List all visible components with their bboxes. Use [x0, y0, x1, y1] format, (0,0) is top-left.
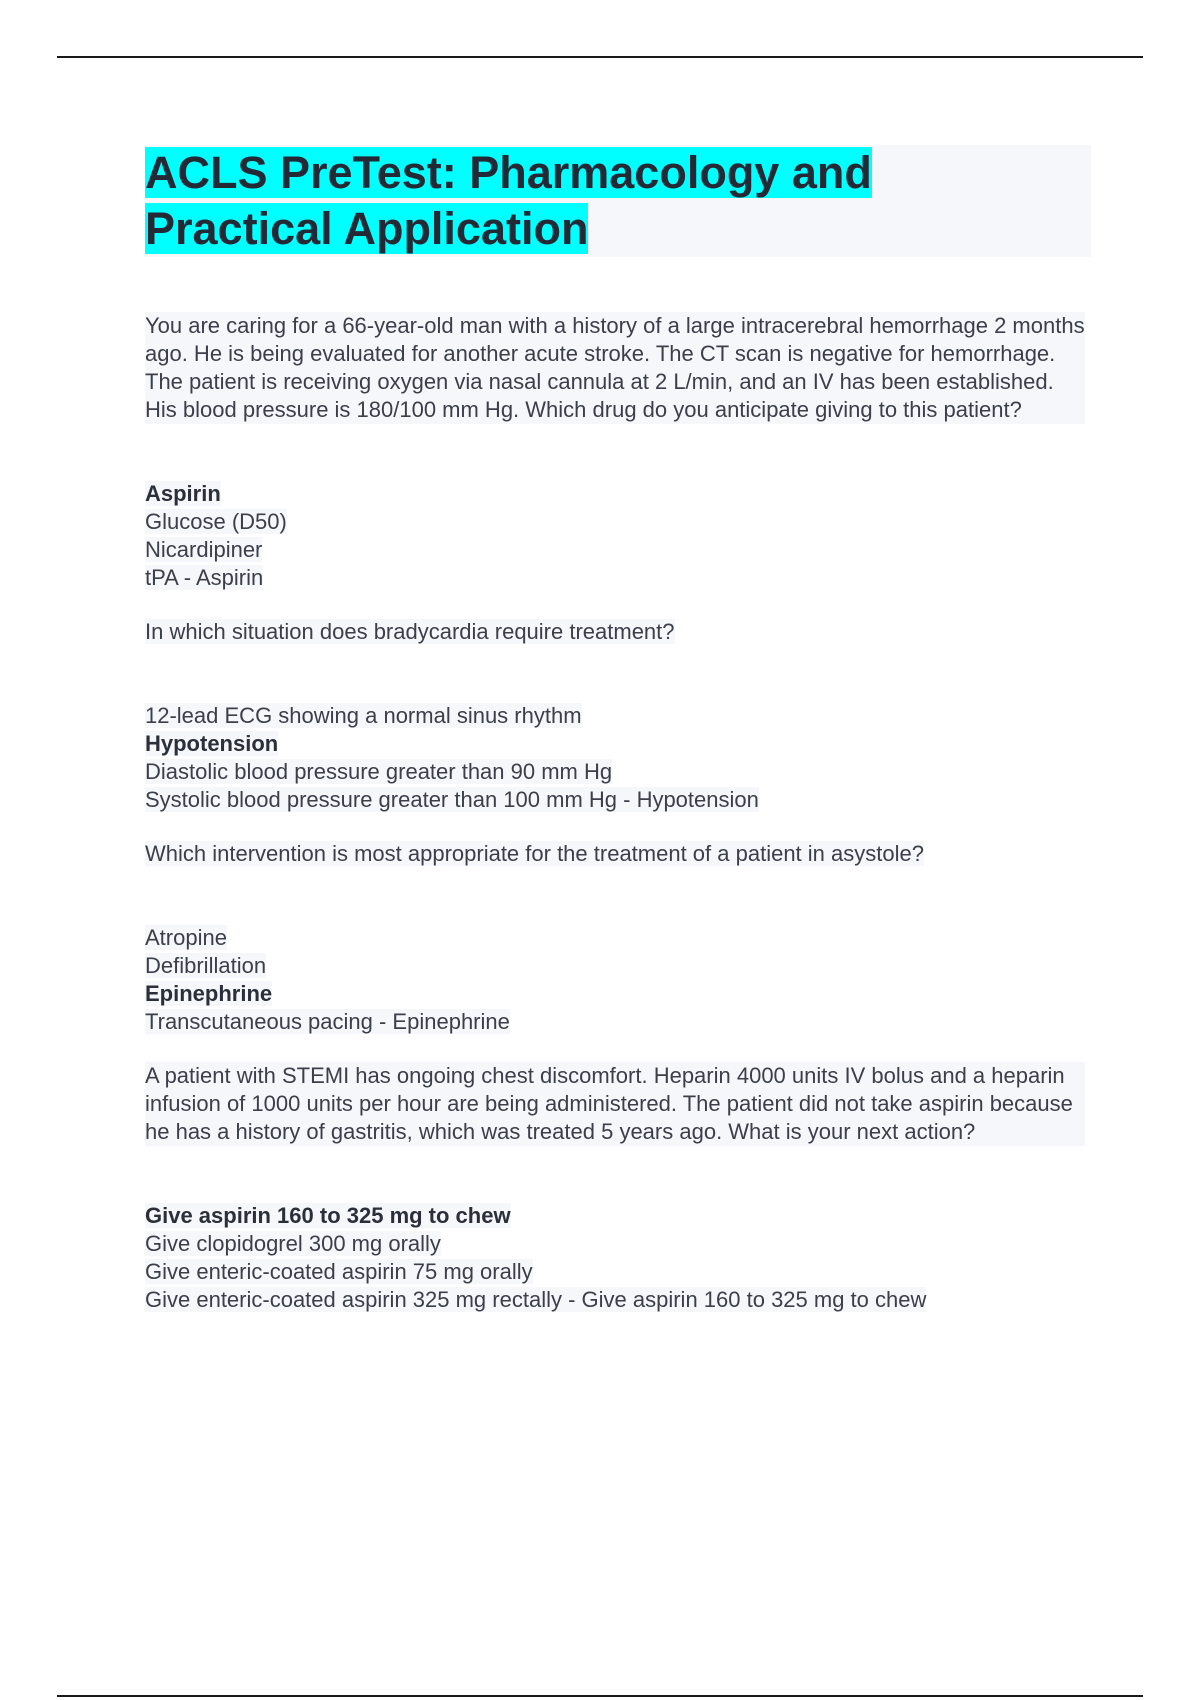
q1-option-1: Aspirin	[145, 481, 221, 506]
q2-option-3: Diastolic blood pressure greater than 90 mm Hg	[145, 759, 613, 784]
q4-option-4: Give enteric-coated aspirin 325 mg rectally - Give aspirin 160 to 325 mg to chew	[145, 1287, 927, 1312]
question-4-options	[145, 1202, 1091, 1314]
question-3-options	[145, 924, 1091, 1036]
question-2-text: In which situation does bradycardia require treatment?	[145, 619, 675, 644]
q1-option-4: tPA - Aspirin	[145, 565, 264, 590]
title-line-1: ACLS PreTest: Pharmacology and	[145, 147, 872, 198]
q1-option-2: Glucose (D50)	[145, 509, 287, 534]
q2-option-1: 12-lead ECG showing a normal sinus rhythm	[145, 703, 582, 728]
title-line-2: Practical Application	[145, 203, 589, 254]
q3-option-2: Defibrillation	[145, 953, 267, 978]
q3-option-4: Transcutaneous pacing - Epinephrine	[145, 1009, 510, 1034]
question-3-text: Which intervention is most appropriate for the treatment of a patient in asystole?	[145, 841, 924, 866]
q4-option-2: Give clopidogrel 300 mg orally	[145, 1231, 441, 1256]
title-block	[145, 145, 1091, 257]
question-2	[145, 618, 1091, 646]
q3-option-1: Atropine	[145, 925, 227, 950]
question-3	[145, 840, 1091, 868]
q1-option-3: Nicardipiner	[145, 537, 263, 562]
q2-option-4: Systolic blood pressure greater than 100 mm Hg - Hypotension	[145, 787, 759, 812]
question-1-text: You are caring for a 66-year-old man with a history of a large intracerebral hemorrhage 2 months ago. He is being evaluated for another acute stroke. The CT scan is negative for hemorrhage. The patient is receiving oxygen via nasal cannula at 2 L/min, and an IV has been established. His blood pressure is 180/100 mm Hg. Which drug do you anticipate giving to this patient?	[145, 313, 1085, 422]
document-body	[145, 145, 1091, 1314]
q2-option-2: Hypotension	[145, 731, 279, 756]
question-1-options	[145, 480, 1091, 592]
bottom-rule	[57, 1695, 1143, 1697]
q4-option-1: Give aspirin 160 to 325 mg to chew	[145, 1203, 511, 1228]
q3-option-3: Epinephrine	[145, 981, 273, 1006]
question-4-text: A patient with STEMI has ongoing chest discomfort. Heparin 4000 units IV bolus and a heparin infusion of 1000 units per hour are being administered. The patient did not take aspirin because he has a history of gastritis, which was treated 5 years ago. What is your next action?	[145, 1062, 1085, 1146]
page-title	[145, 145, 1091, 257]
question-1	[145, 312, 1091, 424]
question-4	[145, 1062, 1091, 1146]
question-2-options	[145, 702, 1091, 814]
top-rule	[57, 56, 1143, 58]
q4-option-3: Give enteric-coated aspirin 75 mg orally	[145, 1259, 533, 1284]
